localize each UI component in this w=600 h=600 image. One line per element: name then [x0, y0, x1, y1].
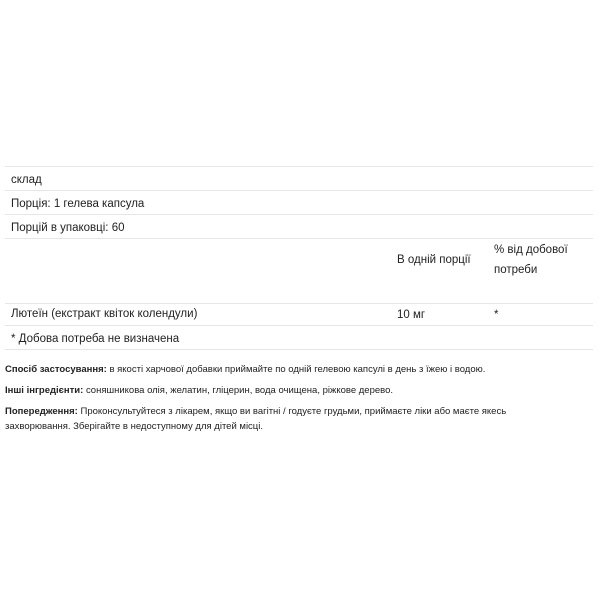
ingredient-daily-value: *	[494, 309, 499, 321]
other-ingredients	[5, 383, 565, 398]
usage-label: Спосіб застосування:	[5, 364, 107, 375]
other-ingredients-text: соняшникова олія, желатин, гліцерин, вода очищена, ріжкове дерево.	[83, 385, 394, 396]
facts-title: склад	[11, 174, 42, 186]
serving-size-row	[5, 191, 593, 215]
footnote-text: * Добова потреба не визначена	[11, 333, 180, 345]
ingredient-amount: 10 мг	[397, 309, 426, 321]
serving-size: Порція: 1 гелева капсула	[11, 198, 145, 210]
warning-notice	[5, 404, 565, 434]
ingredient-name: Лютеїн (екстракт квіток колендули)	[11, 308, 198, 320]
warning-label: Попередження:	[5, 406, 78, 417]
ingredient-row	[5, 304, 593, 326]
supplement-facts-table	[5, 166, 593, 350]
usage-text: в якості харчової добавки приймайте по одній гелевою капсулі в день з їжею і водою.	[106, 364, 486, 375]
facts-header-row	[5, 239, 593, 304]
facts-title-row	[5, 167, 593, 191]
usage-instructions	[5, 362, 565, 377]
other-ingredients-label: Інші інгредієнти:	[5, 385, 84, 396]
daily-value-column-header: % від добової потреби	[494, 244, 568, 276]
warning-text: Проконсультуйтеся з лікарем, якщо ви вагітні / годуєте грудьми, приймаєте ліки або маєте якесь захворювання. Зберігайте в недоступному для дітей місці.	[5, 406, 507, 432]
servings-per-container: Порцій в упаковці: 60	[11, 222, 125, 234]
footnote-row	[5, 326, 593, 350]
servings-per-container-row	[5, 215, 593, 239]
amount-column-header: В одній порції	[397, 254, 471, 266]
